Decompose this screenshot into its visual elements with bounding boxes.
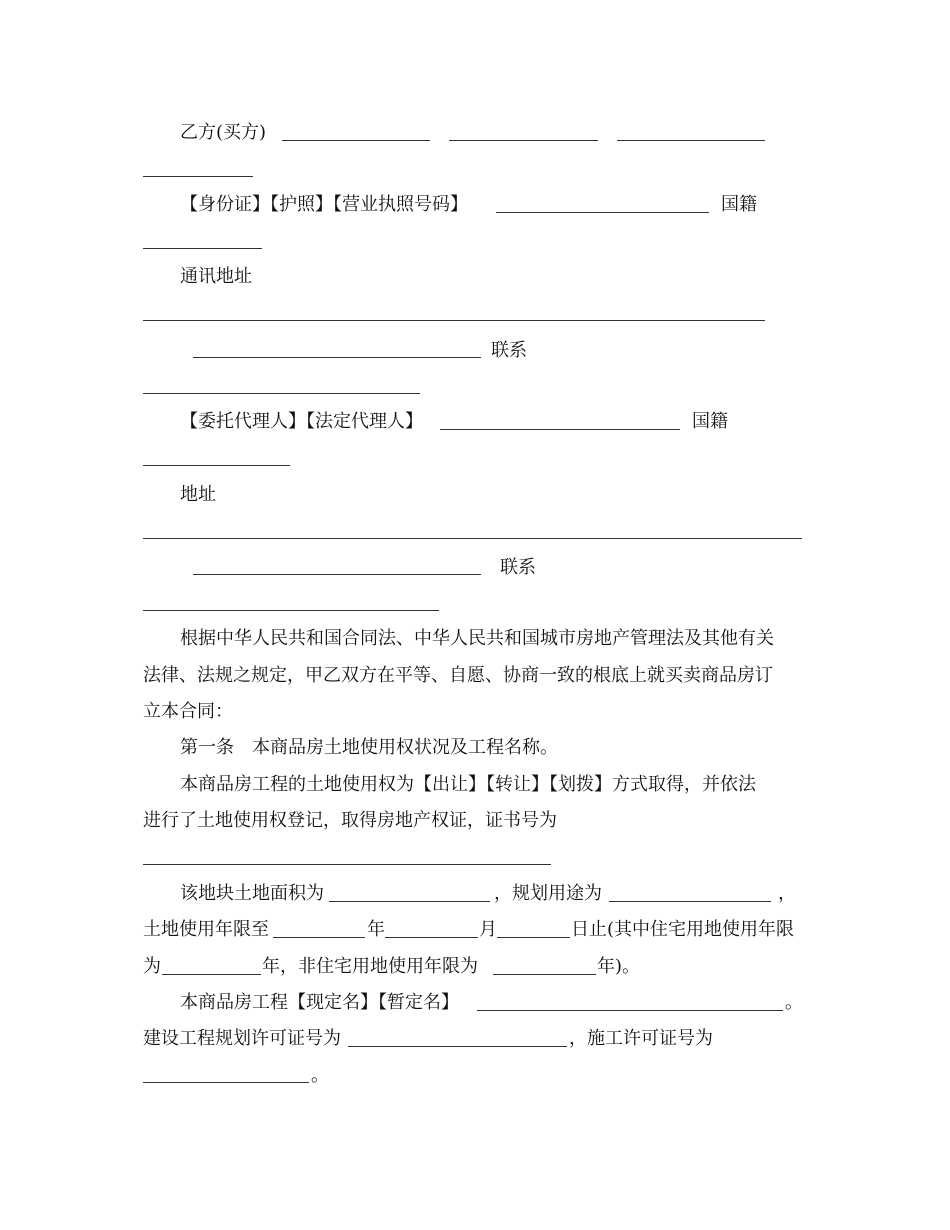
land-term-label: 土地使用年限至 [143, 919, 269, 940]
term-month-blank[interactable] [385, 937, 478, 938]
preamble-line-2: 法律、法规之规定，甲乙双方在平等、自愿、协商一致的根底上就买卖商品房订 [143, 665, 773, 686]
party-b-id-types: 【身份证】【护照】【营业执照号码】 [180, 194, 468, 215]
project-name-blank[interactable] [477, 1010, 783, 1011]
project-name-label: 本商品房工程【现定名】【暂定名】 [180, 992, 459, 1013]
preamble-line-3: 立本合同： [143, 701, 233, 722]
agent-nationality-blank[interactable] [143, 465, 290, 466]
party-b-address-blank[interactable] [143, 320, 765, 321]
article-1-para-line-2: 进行了土地使用权登记，取得房地产权证，证书号为 [143, 810, 557, 831]
party-b-name-blank-2[interactable] [449, 140, 598, 141]
party-b-name-blank-1[interactable] [282, 140, 430, 141]
land-area-label: 该地块土地面积为 [180, 883, 324, 904]
party-b-id-number-blank[interactable] [496, 212, 709, 213]
agent-name-blank[interactable] [440, 429, 680, 430]
day-until-label: 日止(其中住宅用地使用年限 [571, 919, 795, 940]
period-2: 。 [311, 1065, 329, 1086]
party-b-nationality-label: 国籍 [721, 194, 757, 215]
period-1: 。 [785, 992, 803, 1013]
article-1-para-line-1: 本商品房工程的土地使用权为【出让】【转让】【划拨】方式取得，并依法 [180, 774, 756, 795]
party-b-contact-blank[interactable] [143, 393, 420, 394]
year-label: 年 [367, 919, 385, 940]
agent-postcode-blank[interactable] [193, 574, 481, 575]
party-b-label: 乙方(买方) [180, 122, 267, 143]
preamble-line-1: 根据中华人民共和国合同法、中华人民共和国城市房地产管理法及其他有关 [180, 628, 774, 649]
nonresidential-years-blank[interactable] [493, 974, 596, 975]
agent-address-blank[interactable] [143, 538, 802, 539]
agent-contact-label: 联系 [500, 557, 536, 578]
construction-permit-label: ，施工许可证号为 [569, 1028, 713, 1049]
planning-permit-blank[interactable] [348, 1046, 567, 1047]
article-1-title: 第一条 本商品房土地使用权状况及工程名称。 [180, 737, 558, 758]
agent-contact-blank[interactable] [143, 610, 439, 611]
wei-label: 为 [143, 956, 161, 977]
land-area-blank[interactable] [329, 901, 490, 902]
party-b-postcode-blank[interactable] [193, 357, 481, 358]
residential-years-blank[interactable] [162, 974, 261, 975]
party-b-nationality-blank[interactable] [143, 248, 262, 249]
year-end-label: 年)。 [597, 956, 641, 977]
party-b-name-blank-3[interactable] [617, 140, 765, 141]
certificate-number-blank[interactable] [143, 864, 551, 865]
nonresidential-label: 年，非住宅用地使用年限为 [262, 956, 478, 977]
comma: ， [778, 883, 796, 904]
agent-label: 【委托代理人】【法定代理人】 [180, 411, 423, 432]
agent-nationality-label: 国籍 [692, 411, 728, 432]
planned-use-label: ，规划用途为 [494, 883, 602, 904]
agent-address-label: 地址 [180, 484, 216, 505]
party-b-contact-label: 联系 [491, 340, 527, 361]
party-b-address-label: 通讯地址 [180, 266, 252, 287]
term-day-blank[interactable] [497, 937, 570, 938]
construction-permit-blank[interactable] [143, 1082, 309, 1083]
month-label: 月 [479, 919, 497, 940]
party-b-name-blank-4[interactable] [143, 176, 253, 177]
planning-permit-label: 建设工程规划许可证号为 [143, 1028, 341, 1049]
planned-use-blank[interactable] [609, 901, 771, 902]
term-year-blank[interactable] [273, 937, 365, 938]
